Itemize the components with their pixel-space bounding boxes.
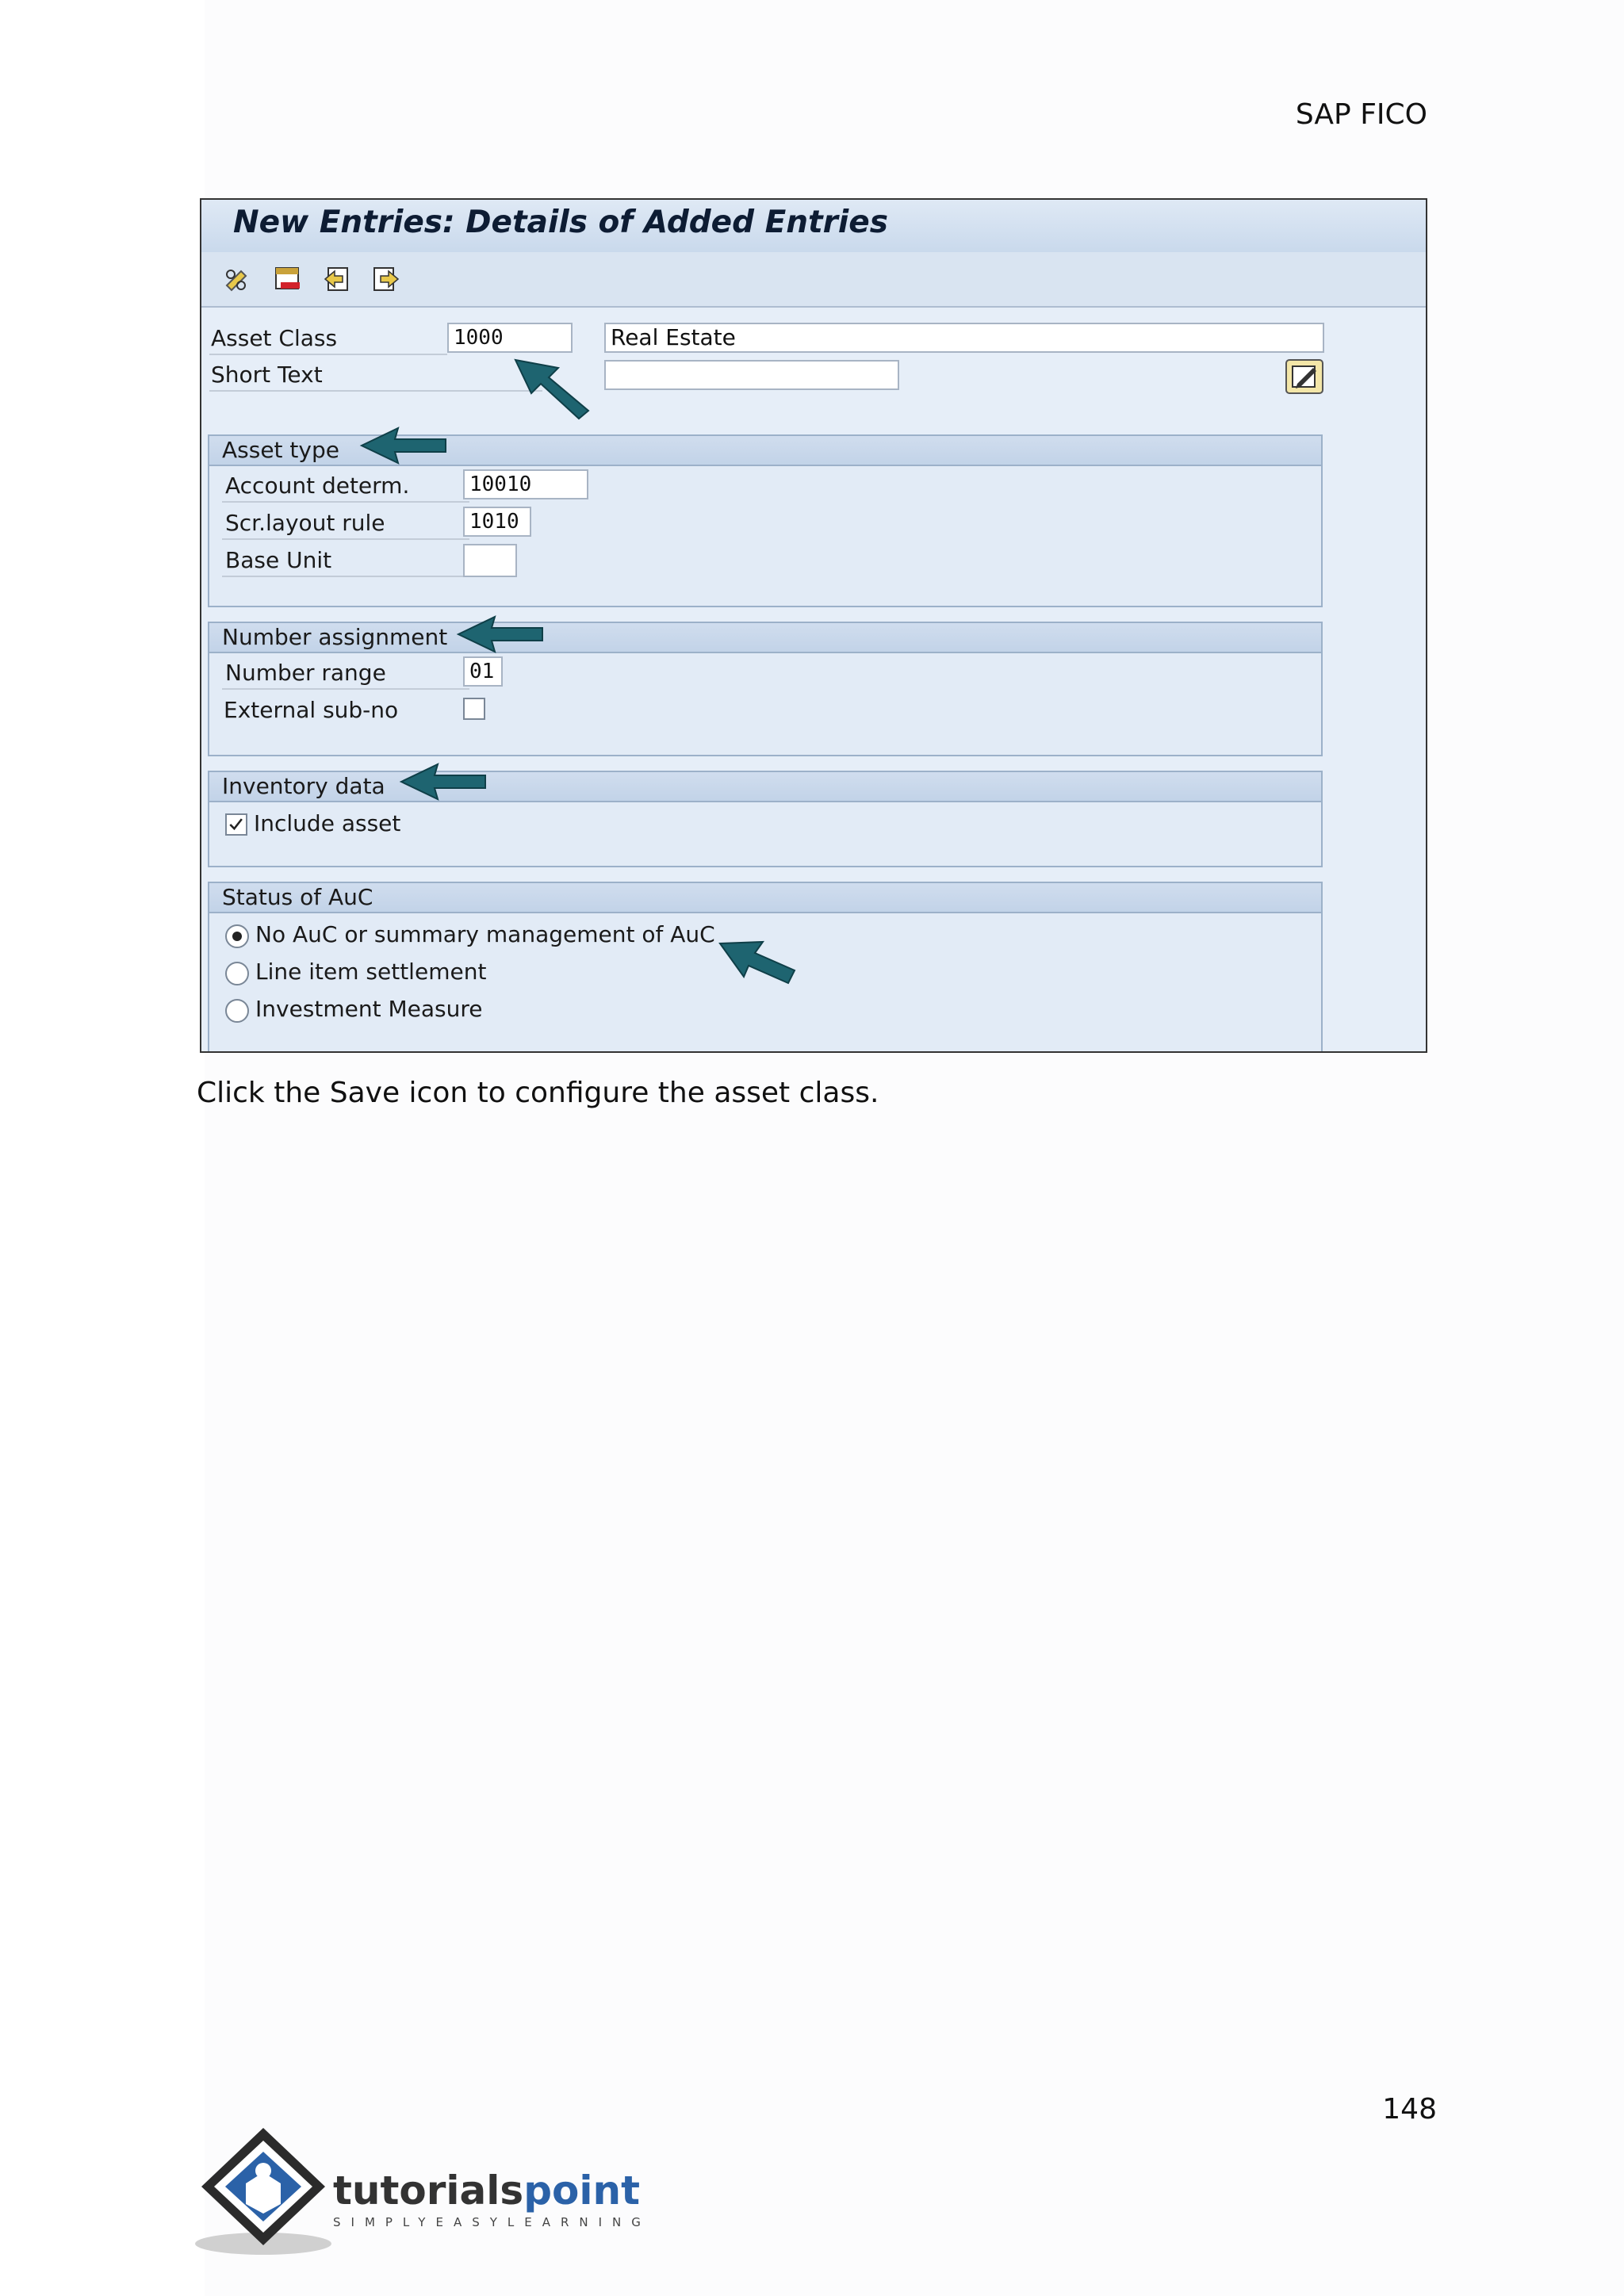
annotation-arrow-icon [396, 758, 492, 806]
long-text-edit-icon[interactable] [1285, 358, 1324, 395]
caption-text: Click the Save icon to configure the asset class. [197, 1077, 879, 1109]
radio-line-item-settlement-label: Line item settlement [255, 959, 487, 985]
divider [209, 354, 447, 355]
sap-title-bar [201, 200, 1426, 253]
checkmark-icon [227, 815, 246, 834]
account-determ-field[interactable]: 10010 [463, 469, 588, 499]
scr-layout-rule-field[interactable]: 1010 [463, 507, 531, 537]
sap-window [200, 198, 1427, 1053]
radio-investment-measure-label: Investment Measure [255, 996, 483, 1022]
page-number: 148 [1382, 2093, 1437, 2126]
document-header: SAP FICO [1295, 98, 1427, 131]
delete-row-icon[interactable] [273, 265, 303, 293]
status-auc-title: Status of AuC [222, 884, 373, 910]
annotation-arrow-icon [357, 422, 452, 469]
asset-class-label: Asset Class [211, 325, 338, 351]
divider [209, 390, 542, 392]
account-determ-label: Account determ. [225, 473, 410, 499]
screen-title: New Entries: Details of Added Entries [233, 205, 888, 240]
svg-text:SIMPLYEASYLEARNING: SIMPLYEASYLEARNING [333, 2215, 651, 2229]
include-asset-label: Include asset [254, 810, 401, 836]
asset-class-description-field[interactable]: Real Estate [604, 323, 1324, 353]
edit-glasses-icon[interactable] [224, 265, 254, 293]
number-assignment-title: Number assignment [222, 624, 448, 650]
next-entry-icon[interactable] [371, 265, 401, 293]
application-toolbar [201, 252, 1426, 308]
divider [222, 576, 469, 577]
inventory-data-group [208, 771, 1323, 867]
number-assignment-group [208, 622, 1323, 756]
logo-graphic [193, 2125, 653, 2260]
asset-type-title: Asset type [222, 437, 339, 463]
radio-investment-measure[interactable] [225, 999, 249, 1023]
previous-entry-icon[interactable] [322, 265, 352, 293]
tutorialspoint-logo [193, 2125, 653, 2260]
base-unit-label: Base Unit [225, 547, 332, 573]
annotation-arrow-icon [454, 610, 549, 658]
scr-layout-rule-label: Scr.layout rule [225, 510, 385, 536]
svg-text:tutorialspoint: tutorialspoint [333, 2168, 640, 2214]
status-auc-group-header [209, 883, 1321, 913]
inventory-data-title: Inventory data [222, 773, 385, 799]
short-text-field[interactable] [604, 360, 899, 390]
external-subno-checkbox[interactable] [463, 698, 485, 720]
radio-no-auc[interactable] [225, 924, 249, 948]
asset-class-field[interactable]: 1000 [447, 323, 573, 353]
number-assignment-group-header [209, 623, 1321, 653]
annotation-arrow-icon [511, 355, 598, 423]
include-asset-checkbox[interactable] [225, 813, 247, 836]
divider [222, 538, 469, 540]
base-unit-field[interactable] [463, 544, 517, 577]
inventory-data-group-header [209, 772, 1321, 802]
divider [222, 501, 469, 503]
number-range-field[interactable]: 01 [463, 656, 503, 687]
short-text-label: Short Text [211, 362, 323, 388]
radio-line-item-settlement[interactable] [225, 962, 249, 985]
annotation-arrow-icon [715, 936, 802, 991]
divider [222, 688, 469, 690]
radio-no-auc-label: No AuC or summary management of AuC [255, 921, 715, 947]
number-range-label: Number range [225, 660, 386, 686]
external-subno-label: External sub-no [224, 697, 399, 723]
